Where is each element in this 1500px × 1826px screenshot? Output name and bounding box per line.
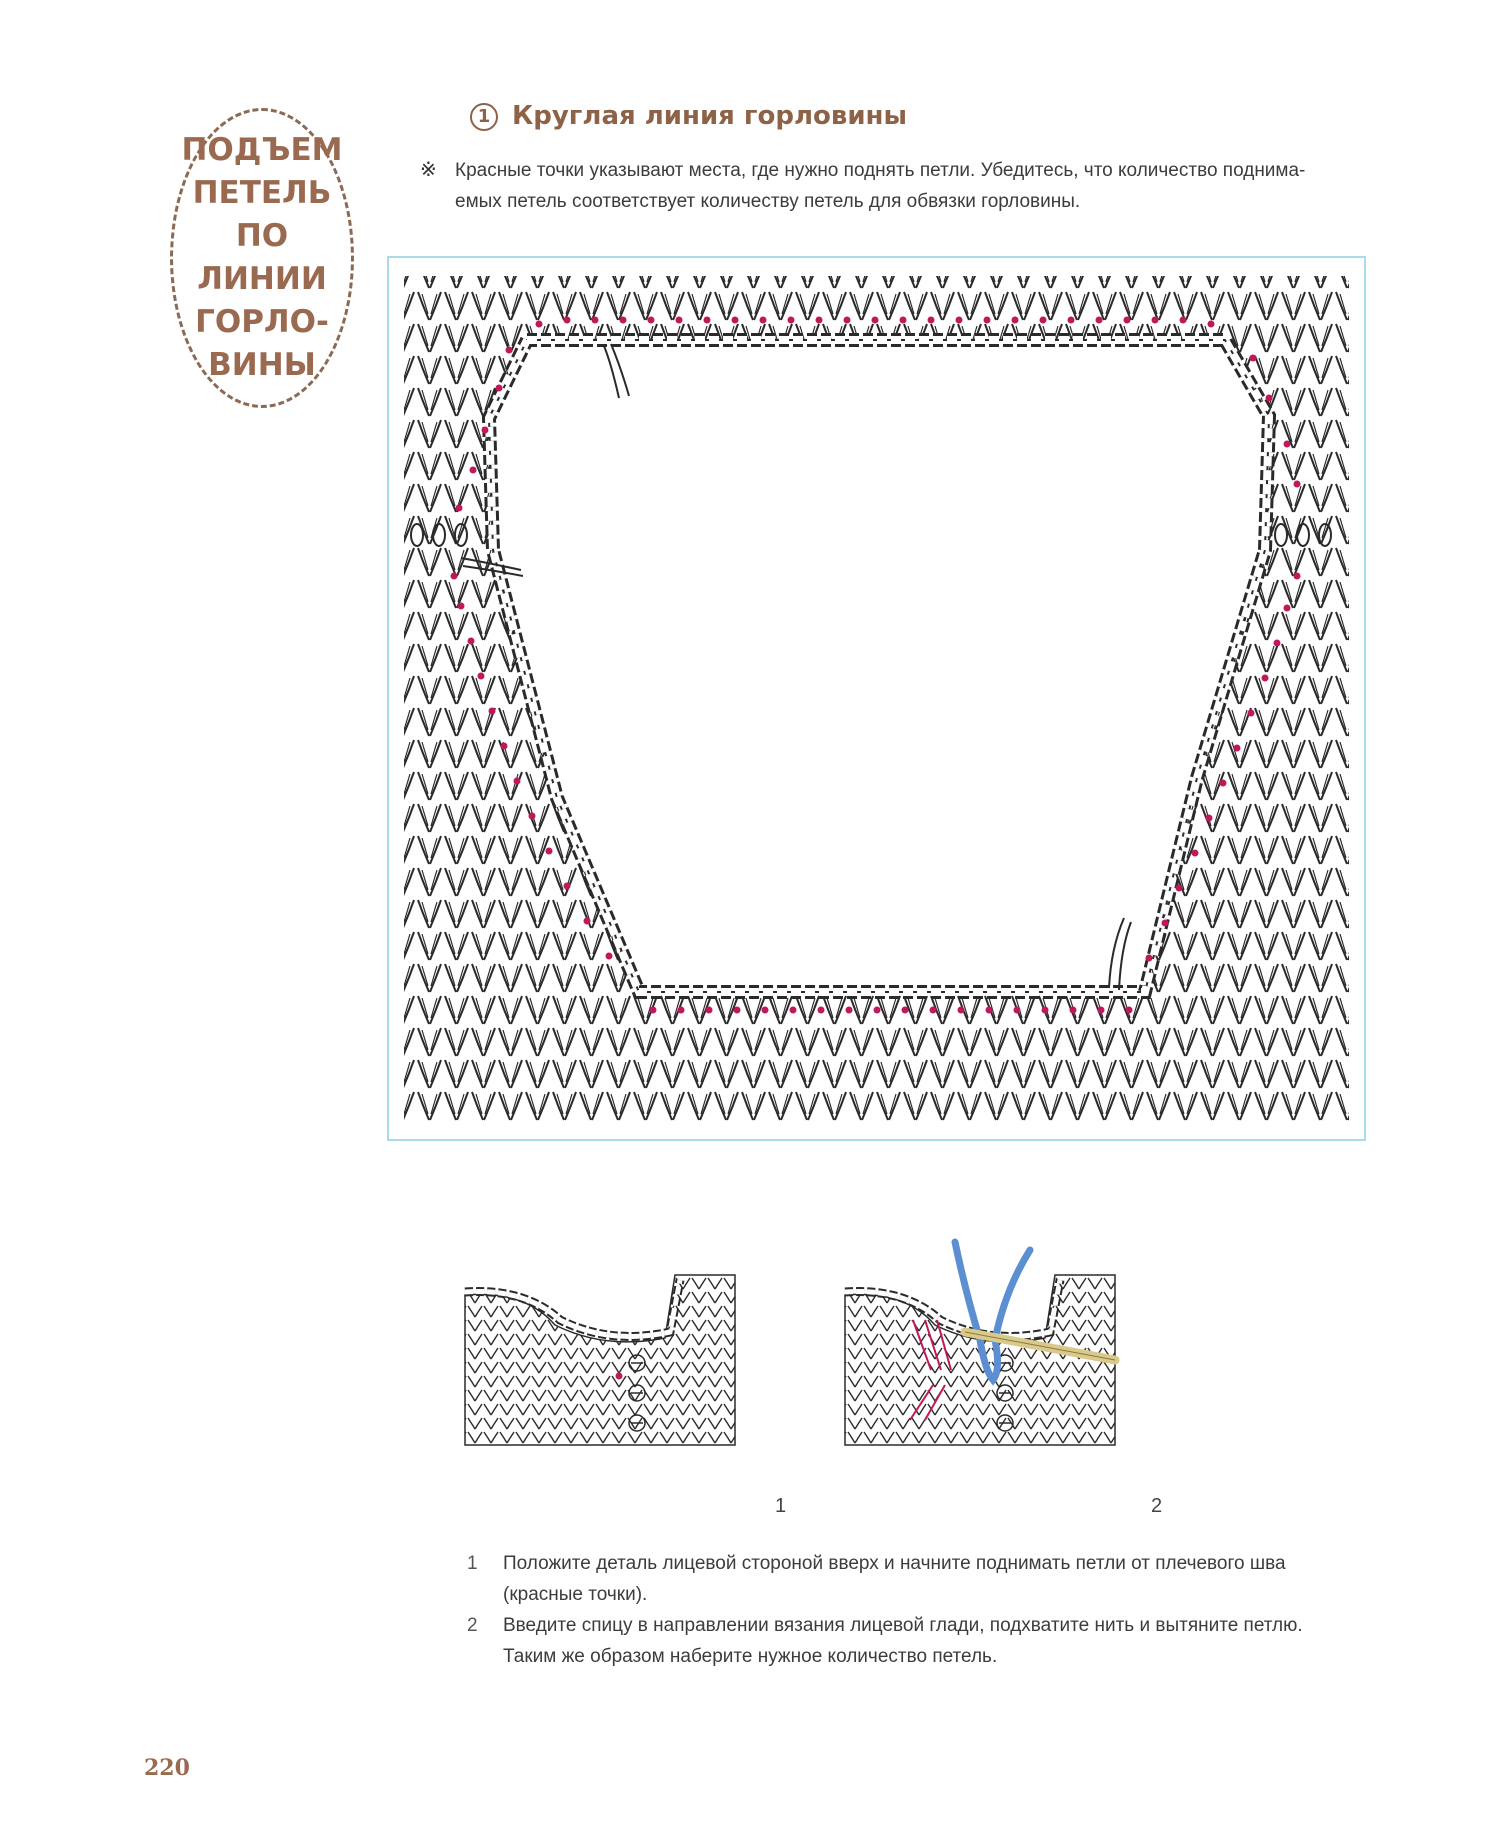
badge-line: ПО ЛИНИИ bbox=[197, 218, 327, 297]
instruction-item bbox=[467, 1610, 1347, 1672]
note bbox=[420, 155, 1340, 217]
section-badge bbox=[170, 108, 354, 408]
neckline-diagram-svg bbox=[389, 258, 1364, 1139]
step-1-label: 1 bbox=[775, 1495, 787, 1517]
badge-line: ПОДЪЕМ bbox=[181, 132, 343, 168]
neckline-diagram bbox=[387, 256, 1366, 1141]
instruction-text: Введите спицу в направлении вязания лицевой глади, подхватите нить и вытяните петлю. Таким же образом наберите нужное количество петель. bbox=[503, 1615, 1303, 1667]
section-title bbox=[470, 101, 907, 131]
badge-line: ГОРЛО- bbox=[195, 304, 329, 340]
step-2-illustration bbox=[815, 1220, 1155, 1470]
step-2-label: 2 bbox=[1151, 1495, 1163, 1517]
note-mark-icon: ※ bbox=[420, 159, 437, 181]
instructions-list bbox=[467, 1548, 1347, 1672]
section-number: 1 bbox=[470, 103, 498, 131]
section-title-text: Круглая линия горловины bbox=[512, 101, 908, 131]
instruction-number: 2 bbox=[467, 1615, 478, 1636]
instruction-item bbox=[467, 1548, 1347, 1610]
instruction-number: 1 bbox=[467, 1553, 478, 1574]
instruction-text: Положите деталь лицевой стороной вверх и начните поднимать петли от плечевого шва (красные точки). bbox=[503, 1553, 1286, 1605]
step-2-figure bbox=[815, 1220, 1155, 1470]
page-number: 220 bbox=[144, 1755, 190, 1781]
note-text: Красные точки указывают места, где нужно поднять петли. Убедитесь, что количество поднима-емых петель соответствует количеству петель для обвязки горловины. bbox=[455, 160, 1306, 212]
step-1-illustration bbox=[435, 1220, 775, 1470]
step-1-figure bbox=[435, 1220, 775, 1470]
badge-line: ПЕТЕЛЬ bbox=[192, 175, 332, 211]
badge-line: ВИНЫ bbox=[208, 347, 316, 383]
neck-opening bbox=[489, 340, 1269, 992]
